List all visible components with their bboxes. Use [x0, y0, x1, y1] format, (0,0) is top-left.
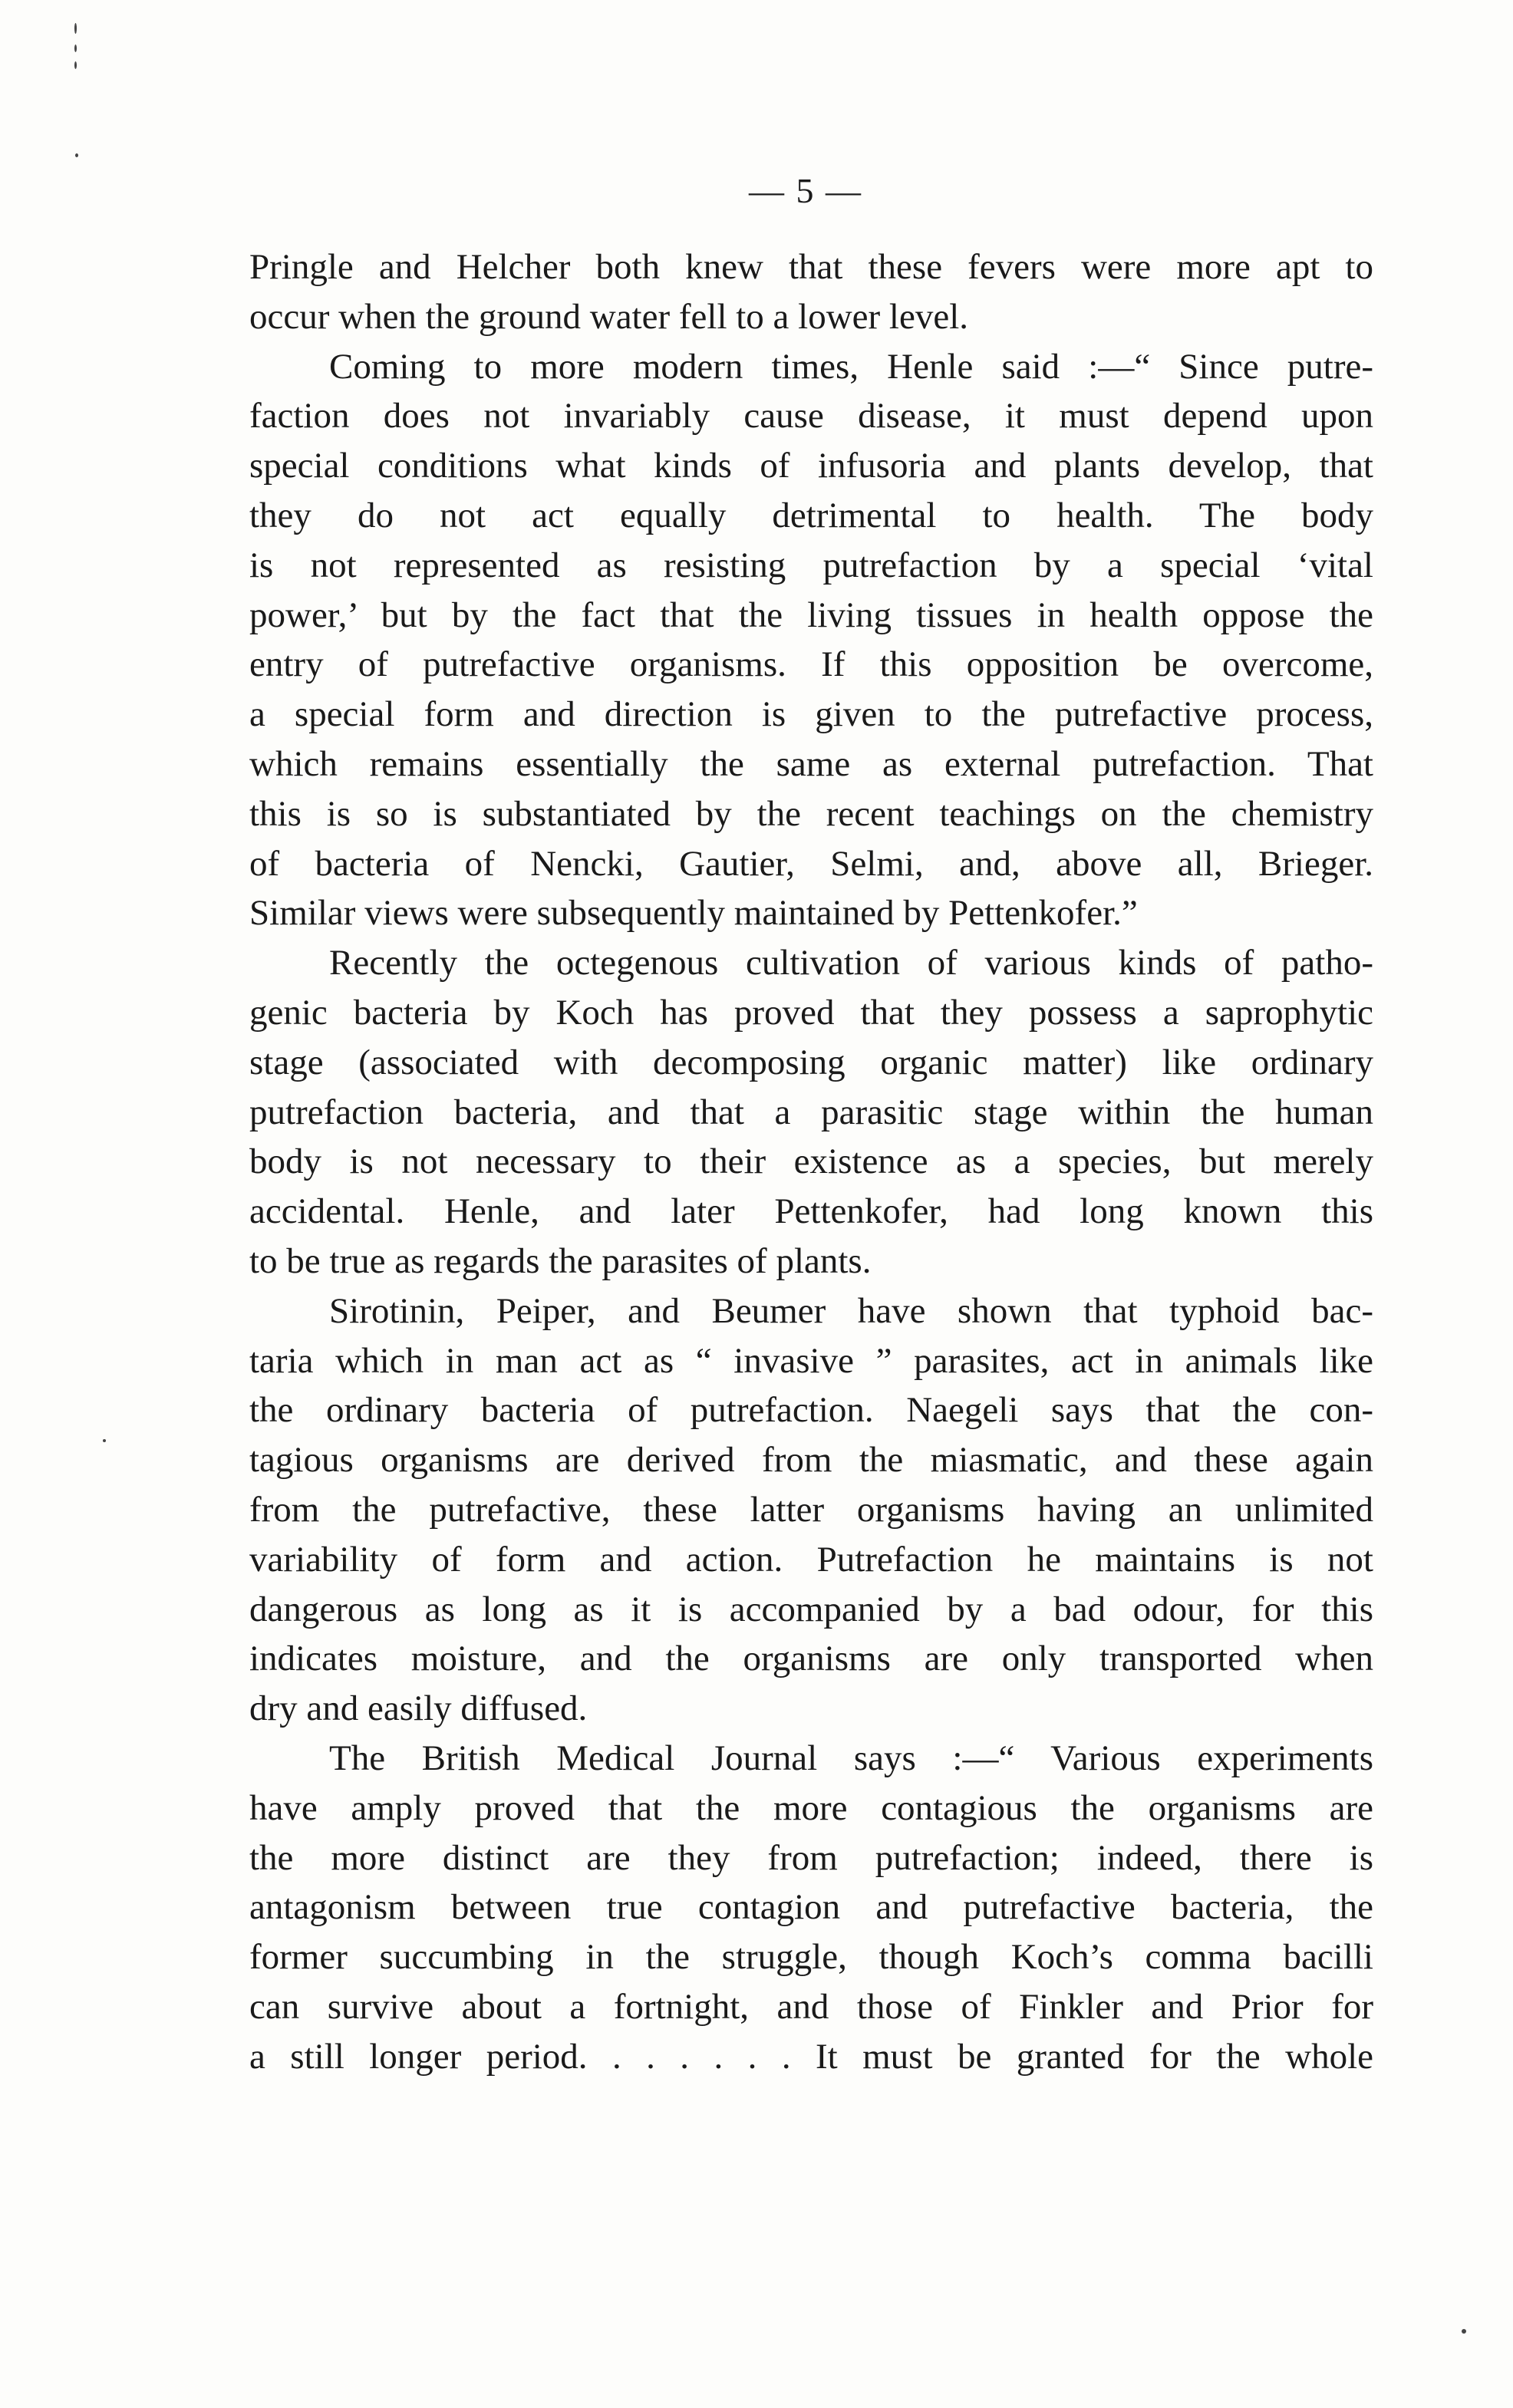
- text-line: the ordinary bacteria of putrefaction. Naegeli says that the con-: [249, 1390, 1373, 1431]
- text-line: entry of putrefactive organisms. If this opposition be overcome,: [249, 644, 1373, 685]
- text-line: can survive about a fortnight, and those of Finkler and Prior for: [249, 1986, 1373, 2027]
- scan-speck: [103, 1439, 106, 1442]
- text-line: have amply proved that the more contagious the organisms are: [249, 1787, 1373, 1828]
- text-line: Coming to more modern times, Henle said :—“ Since putre-: [329, 346, 1373, 387]
- scan-speck: [1462, 2329, 1466, 2334]
- text-line: The British Medical Journal says :—“ Various experiments: [329, 1738, 1373, 1778]
- text-line: to be true as regards the parasites of plants.: [249, 1240, 872, 1281]
- text-line: taria which in man act as “ invasive ” parasites, act in animals like: [249, 1340, 1373, 1381]
- text-line: Recently the octegenous cultivation of various kinds of patho-: [329, 943, 1373, 983]
- text-line: antagonism between true contagion and putrefactive bacteria, the: [249, 1887, 1373, 1928]
- text-line: of bacteria of Nencki, Gautier, Selmi, and, above all, Brieger.: [249, 843, 1373, 884]
- text-line: they do not act equally detrimental to health. The body: [249, 495, 1373, 535]
- text-line: variability of form and action. Putrefaction he maintains is not: [249, 1539, 1373, 1580]
- text-line: occur when the ground water fell to a lower level.: [249, 296, 969, 337]
- text-line: putrefaction bacteria, and that a parasitic stage within the human: [249, 1092, 1373, 1132]
- text-line: indicates moisture, and the organisms are only transported when: [249, 1639, 1373, 1679]
- text-line: Similar views were subsequently maintained by Pettenkofer.”: [249, 893, 1138, 934]
- text-line: special conditions what kinds of infusoria and plants develop, that: [249, 446, 1373, 486]
- text-line: power,’ but by the fact that the living tissues in health oppose the: [249, 595, 1373, 635]
- text-line: former succumbing in the struggle, though Koch’s comma bacilli: [249, 1937, 1373, 1978]
- text-line: a special form and direction is given to the putrefactive process,: [249, 694, 1373, 735]
- text-line: this is so is substantiated by the recent teachings on the chemistry: [249, 793, 1373, 834]
- text-line: from the putrefactive, these latter organisms having an unlimited: [249, 1489, 1373, 1530]
- text-line: genic bacteria by Koch has proved that they possess a saprophytic: [249, 992, 1373, 1033]
- text-line: Sirotinin, Peiper, and Beumer have shown that typhoid bac-: [329, 1290, 1373, 1331]
- text-line: Pringle and Helcher both knew that these fevers were more apt to: [249, 247, 1373, 287]
- body-text: [249, 242, 1373, 2081]
- scan-speck: [74, 61, 77, 69]
- scan-speck: [74, 23, 77, 34]
- page-number: — 5 —: [749, 171, 862, 210]
- text-line: dry and easily diffused.: [249, 1688, 588, 1729]
- text-line: accidental. Henle, and later Pettenkofer, had long known this: [249, 1191, 1373, 1232]
- text-line: the more distinct are they from putrefaction; indeed, there is: [249, 1837, 1373, 1878]
- scan-speck: [74, 44, 77, 52]
- text-line: stage (associated with decomposing organic matter) like ordinary: [249, 1042, 1373, 1082]
- text-line: dangerous as long as it is accompanied by a bad odour, for this: [249, 1589, 1373, 1629]
- text-line: tagious organisms are derived from the miasmatic, and these again: [249, 1440, 1373, 1481]
- text-line: faction does not invariably cause disease, it must depend upon: [249, 396, 1373, 436]
- text-line: which remains essentially the same as external putrefaction. That: [249, 743, 1373, 784]
- text-line: is not represented as resisting putrefaction by a special ‘vital: [249, 545, 1373, 585]
- text-line: body is not necessary to their existence as a species, but merely: [249, 1141, 1373, 1182]
- text-line: a still longer period. . . . . . . It must be granted for the whole: [249, 2036, 1373, 2077]
- scan-speck: [75, 153, 78, 157]
